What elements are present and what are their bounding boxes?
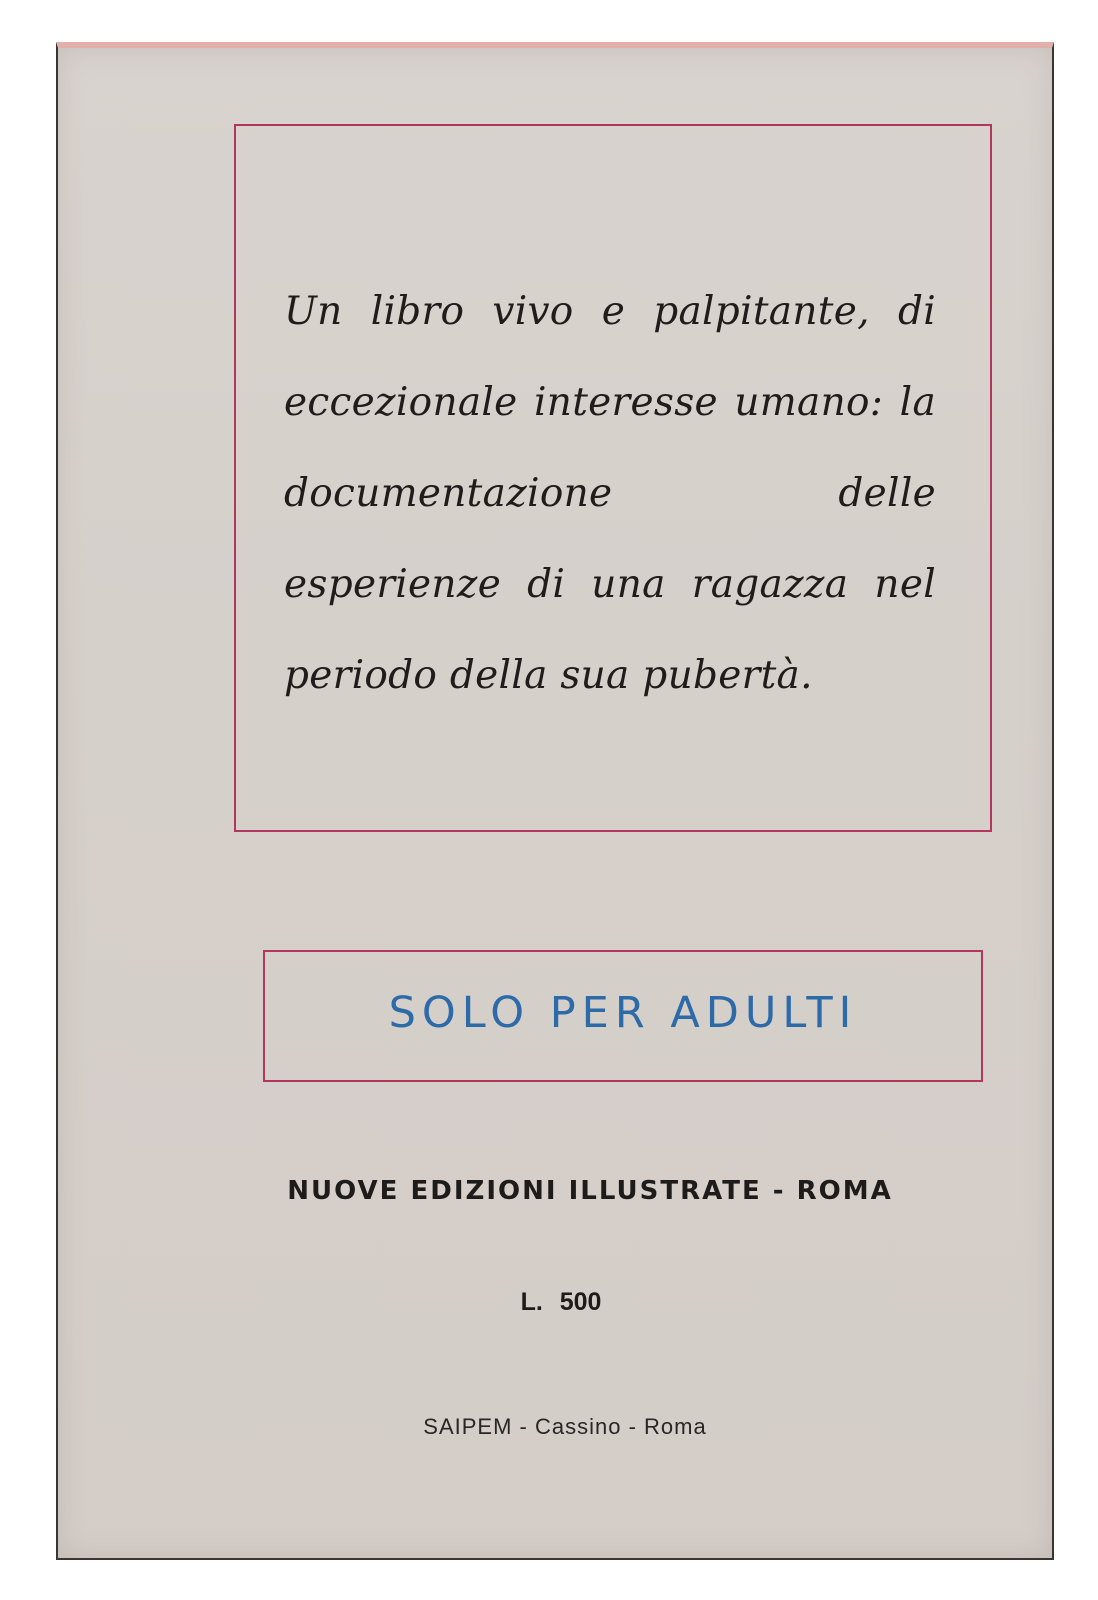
adult-warning-label: SOLO PER ADULTI bbox=[388, 988, 858, 1038]
book-back-cover bbox=[56, 42, 1054, 1560]
adult-warning-frame bbox=[263, 950, 983, 1082]
publisher-name: NUOVE EDIZIONI ILLUSTRATE - ROMA bbox=[287, 1176, 893, 1206]
price-label: L. 500 bbox=[520, 1288, 602, 1316]
printer-credit: SAIPEM - Cassino - Roma bbox=[423, 1414, 707, 1439]
blurb-frame bbox=[234, 124, 992, 832]
blurb-text: Un libro vivo e palpitante, di eccezionale interesse umano: la documentazione delle esperienze di una ragazza nel periodo della sua pubertà. bbox=[284, 289, 936, 698]
